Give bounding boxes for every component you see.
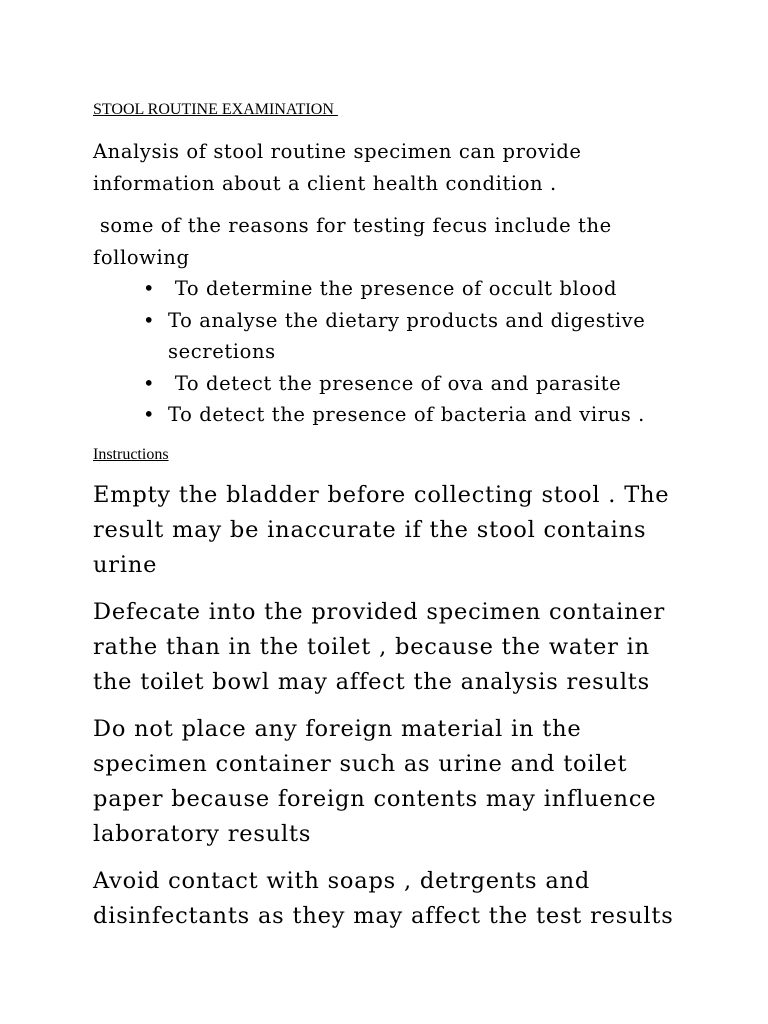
instruction-paragraph: Avoid contact with soaps , detrgents and disinfectants as they may affect the test results — [93, 867, 674, 929]
list-item — [143, 305, 693, 368]
instruction-paragraph: Empty the bladder before collecting stool . The result may be inaccurate if the stool contains urine — [93, 481, 670, 578]
intro-paragraph: Analysis of stool routine specimen can provide information about a client health condition . — [93, 140, 582, 195]
bullet-marker: • — [143, 371, 156, 395]
list-item-text: To detect the presence of ova and parasite — [168, 371, 622, 395]
reasons-intro-paragraph: some of the reasons for testing fecus include the following — [93, 214, 619, 269]
list-item — [143, 399, 693, 431]
bullet-marker: • — [143, 308, 156, 332]
instructions-heading: Instructions — [93, 445, 169, 463]
reasons-list — [93, 273, 693, 431]
list-item-text: To determine the presence of occult blood — [168, 277, 618, 300]
document-page — [93, 100, 693, 934]
list-item — [143, 273, 693, 305]
bullet-marker: • — [143, 277, 156, 300]
bullet-marker: • — [143, 403, 156, 426]
instruction-paragraph: Do not place any foreign material in the specimen container such as urine and toilet paper because foreign contents may influence laboratory results — [93, 715, 657, 847]
document-title: STOOL ROUTINE EXAMINATION — [93, 101, 338, 118]
list-item — [143, 368, 693, 400]
list-item-text: To detect the presence of bacteria and virus . — [168, 403, 645, 426]
instruction-paragraph: Defecate into the provided specimen container rathe than in the toilet , because the water in the toilet bowl may affect the analysis results — [93, 598, 666, 695]
list-item-text: To analyse the dietary products and digestive secretions — [168, 308, 646, 363]
